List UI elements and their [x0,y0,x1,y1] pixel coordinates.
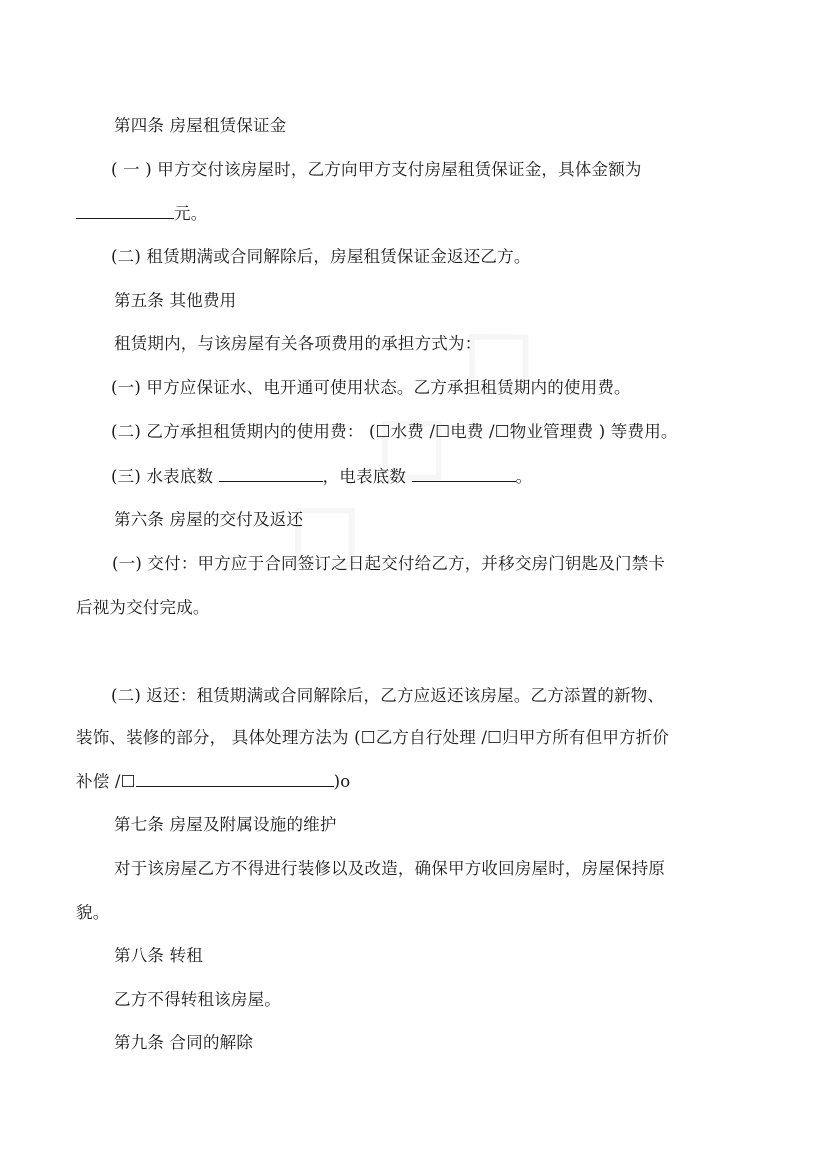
article8-heading: 第八条 转租 [114,946,203,965]
article6-paragraph2-line2: 装饰、装修的部分， 具体处理方法为 (☐乙方自行处理 /☐归甲方所有但甲方折价 [76,728,670,747]
meter-line-end: 。 [515,467,533,486]
article6-paragraph1-line2: 后视为交付完成。 [76,598,210,617]
article4-heading: 第四条 房屋租赁保证金 [114,116,287,135]
deposit-unit: 元。 [174,204,208,223]
electric-meter-blank [412,465,516,482]
article5-paragraph1: (一) 甲方应保证水、电开通可使用状态。乙方承担租赁期内的使用费。 [111,378,631,397]
compensation-end: )o [333,772,351,791]
article6-heading: 第六条 房屋的交付及返还 [114,510,304,529]
article4-paragraph1-line2 [76,202,207,225]
article4-paragraph2: (二) 租赁期满或合同解除后，房屋租赁保证金返还乙方。 [111,247,531,266]
electric-meter-label: ，电表底数 [322,467,412,486]
compensation-blank [136,770,334,787]
article5-paragraph2: (二) 乙方承担租赁期内的使用费： (☐水费 /☐电费 /☐物业管理费 ) 等费用。 [111,422,678,441]
article5-heading: 第五条 其他费用 [114,291,237,310]
article7-paragraph1-line2: 貌。 [76,903,110,922]
water-meter-label: (三) 水表底数 [111,467,219,486]
article6-paragraph2-line3 [76,770,350,793]
article5-intro: 租赁期内，与该房屋有关各项费用的承担方式为： [114,334,482,353]
water-meter-blank [219,465,323,482]
article6-paragraph2-line1: (二) 返还：租赁期满或合同解除后，乙方应返还该房屋。乙方添置的新物、 [111,686,665,705]
article6-paragraph1-line1: (一) 交付：甲方应于合同签订之日起交付给乙方，并移交房门钥匙及门禁卡 [112,554,666,573]
compensation-label: 补偿 /☐ [76,772,136,791]
deposit-amount-blank [76,202,174,219]
article5-paragraph3 [111,465,532,488]
article4-paragraph1-line1: ( 一 ) 甲方交付该房屋时，乙方向甲方支付房屋租赁保证金，具体金额为 [111,160,642,179]
article8-paragraph1: 乙方不得转租该房屋。 [114,990,281,1009]
article9-heading: 第九条 合同的解除 [114,1033,254,1052]
article7-paragraph1-line1: 对于该房屋乙方不得进行装修以及改造，确保甲方收回房屋时，房屋保持原 [114,859,666,878]
article7-heading: 第七条 房屋及附属设施的维护 [114,815,337,834]
